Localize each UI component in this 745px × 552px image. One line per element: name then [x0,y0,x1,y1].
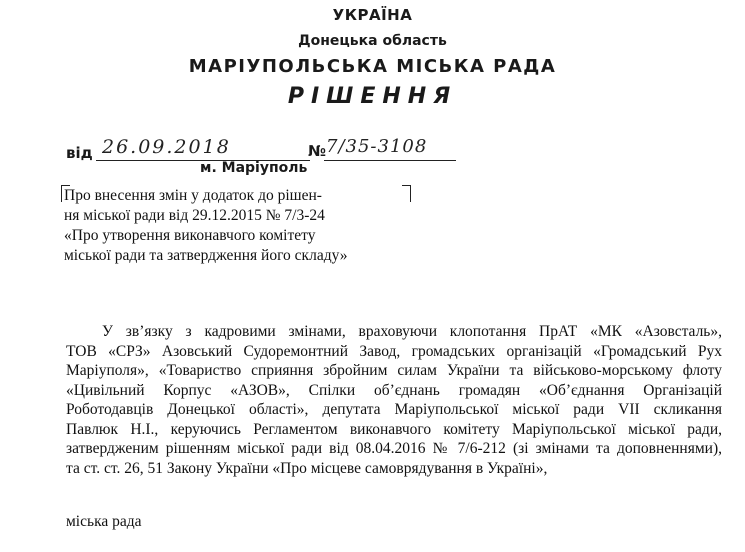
subject-line: міської ради та затвердження його складу» [64,247,348,264]
body-line: Маріуполя», «Товариство сприяння збройним силам України та військово-морському флоту [66,362,722,379]
body-line: та ст. ст. 26, 51 Закону України «Про місцеве самоврядування в Україні», [66,459,548,477]
body-line: ТОВ «СРЗ» Азовський Судоремонтний Завод, громадських організацій «Громадський Рух [66,342,722,360]
subject-line: Про внесення змін у додаток до рішен- [64,187,322,204]
closing-text: міська рада [66,513,142,530]
dateline [66,136,428,162]
subject-block [64,186,424,266]
date-label: від [66,144,93,162]
body-line: «Цивільний Корпус «АЗОВ», Спілки об’єднань громадян «Об’єднання Організацій [66,381,722,399]
number-label: № [308,142,327,160]
body-line: затвердженим рішенням міської ради від 08.04.2016 № 7/6-212 (зі змінами та доповненнями), [66,440,722,457]
body-line: Павлюк Н.І., керуючись Регламентом виконавчого комітету Маріупольської міської ради, [66,420,722,438]
body-line: Роботодавців Донецької області», депутата Маріупольської міської ради VII скликання [66,401,722,418]
handwritten-number: 7/35-3108 [324,136,456,161]
country-heading: УКРАЇНА [332,6,413,24]
subject-line: ня міської ради від 29.12.2015 № 7/3-24 [64,207,325,224]
document-title: РІШЕННЯ [287,84,458,109]
subject-line: «Про утворення виконавчого комітету [64,227,316,244]
city-name: м. Маріуполь [200,160,308,176]
body-line: У зв’язку з кадровими змінами, враховуючи клопотання ПрАТ «МК «Азовсталь», [102,323,722,340]
region-heading: Донецька область [298,33,447,49]
body-paragraph [66,322,722,478]
handwritten-date: 26.09.2018 [96,136,310,161]
council-heading: МАРІУПОЛЬСЬКА МІСЬКА РАДА [188,56,557,77]
